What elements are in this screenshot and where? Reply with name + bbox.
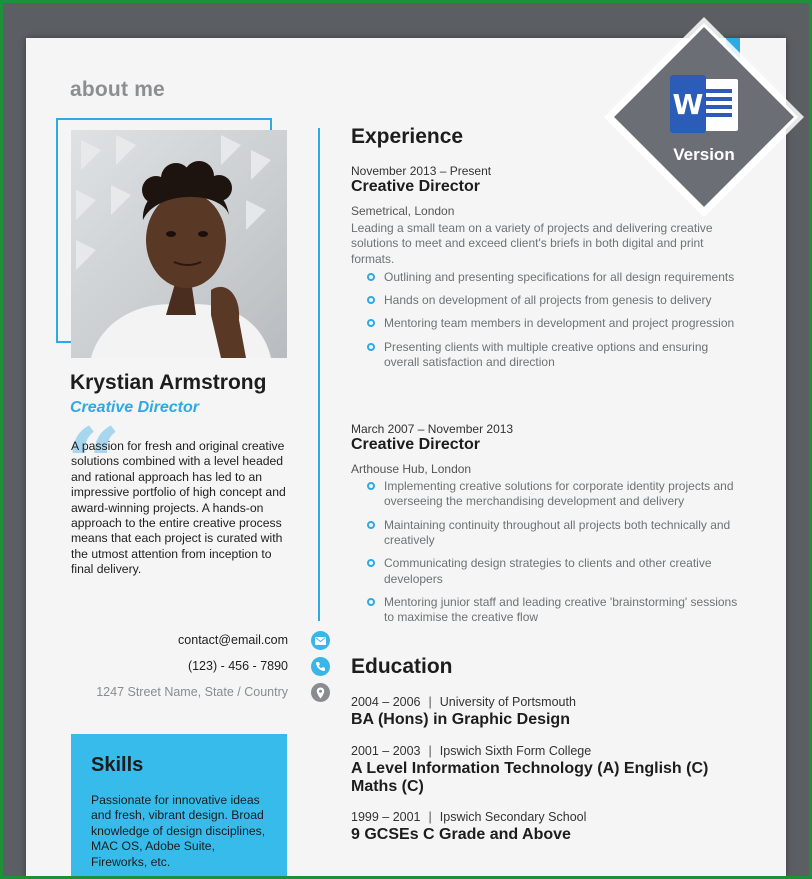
list-item: Outlining and presenting specifications for all design requirements bbox=[366, 270, 741, 285]
list-item: Communicating design strategies to clients and other creative developers bbox=[366, 556, 741, 587]
job-2-dates: March 2007 – November 2013 bbox=[351, 422, 514, 436]
job-2-company: Arthouse Hub, London bbox=[351, 462, 472, 476]
bullet-icon bbox=[367, 598, 375, 606]
bullet-icon bbox=[367, 343, 375, 351]
list-item: Mentoring team members in development and project progression bbox=[366, 316, 741, 331]
skills-heading: Skills bbox=[91, 754, 144, 776]
profile-photo bbox=[71, 130, 287, 358]
location-icon bbox=[311, 683, 330, 702]
word-version-badge bbox=[602, 15, 806, 219]
education-2-meta: 2001 – 2003 | Ipswich Sixth Form College bbox=[351, 744, 592, 758]
experience-heading: Experience bbox=[351, 125, 464, 148]
job-1-bullets bbox=[366, 270, 741, 378]
contact-email[interactable]: contact@email.com bbox=[178, 633, 288, 647]
bullet-icon bbox=[367, 482, 375, 490]
contact-phone[interactable]: (123) - 456 - 7890 bbox=[187, 659, 288, 673]
job-1-description: Leading a small team on a variety of projects and delivering creative solutions to meet and exceed client's briefs in both digital and print formats. bbox=[351, 221, 713, 266]
list-item: Implementing creative solutions for corporate identity projects and overseeing the merchandising development and delivery bbox=[366, 479, 741, 510]
job-1-title: Creative Director bbox=[351, 178, 480, 195]
email-icon bbox=[311, 631, 330, 650]
quote-mark-icon: “ bbox=[66, 407, 122, 520]
bullet-icon bbox=[367, 521, 375, 529]
education-3-meta: 1999 – 2001 | Ipswich Secondary School bbox=[351, 810, 587, 824]
column-divider bbox=[318, 128, 320, 621]
education-2-degree: A Level Information Technology (A) English (C) Maths (C) bbox=[351, 760, 709, 795]
skills-text: Passionate for innovative ideas and fresh, vibrant design. Broad knowledge of design disciplines, MAC OS, Adobe Suite, Fireworks, etc. bbox=[91, 793, 266, 869]
phone-icon bbox=[311, 657, 330, 676]
bullet-icon bbox=[367, 273, 375, 281]
contact-address: 1247 Street Name, State / Country bbox=[96, 685, 288, 699]
job-1-dates: November 2013 – Present bbox=[351, 164, 492, 178]
education-1-degree: BA (Hons) in Graphic Design bbox=[351, 711, 570, 728]
bullet-icon bbox=[367, 319, 375, 327]
job-2-title: Creative Director bbox=[351, 436, 480, 453]
list-item: Presenting clients with multiple creative options and ensuring overall satisfaction and direction bbox=[366, 340, 741, 371]
bullet-icon bbox=[367, 559, 375, 567]
education-1-meta: 2004 – 2006 | University of Portsmouth bbox=[351, 695, 576, 709]
profile-name: Krystian Armstrong bbox=[70, 371, 267, 394]
job-2-bullets bbox=[366, 479, 741, 633]
list-item: Mentoring junior staff and leading creative 'brainstorming' sessions to maximise the creative flow bbox=[366, 595, 741, 626]
list-item: Hands on development of all projects from genesis to delivery bbox=[366, 293, 741, 308]
word-logo-icon: W bbox=[666, 75, 744, 133]
bullet-icon bbox=[367, 296, 375, 304]
education-heading: Education bbox=[351, 655, 453, 678]
list-item: Maintaining continuity throughout all projects both technically and creatively bbox=[366, 518, 741, 549]
job-1-company: Semetrical, London bbox=[351, 204, 455, 218]
profile-bio: A passion for fresh and original creative solutions combined with a level headed and rational approach has led to an impressive portfolio of high concept and award-winning projects. A hands-on approach to the entire creative process means that each project is curated with the utmost attention from inception to final delivery. bbox=[71, 439, 286, 577]
profile-role: Creative Director bbox=[70, 399, 199, 416]
about-heading: about me bbox=[70, 78, 165, 101]
education-3-degree: 9 GCSEs C Grade and Above bbox=[351, 826, 571, 843]
skills-box bbox=[71, 734, 287, 879]
badge-label: Version bbox=[673, 145, 735, 164]
